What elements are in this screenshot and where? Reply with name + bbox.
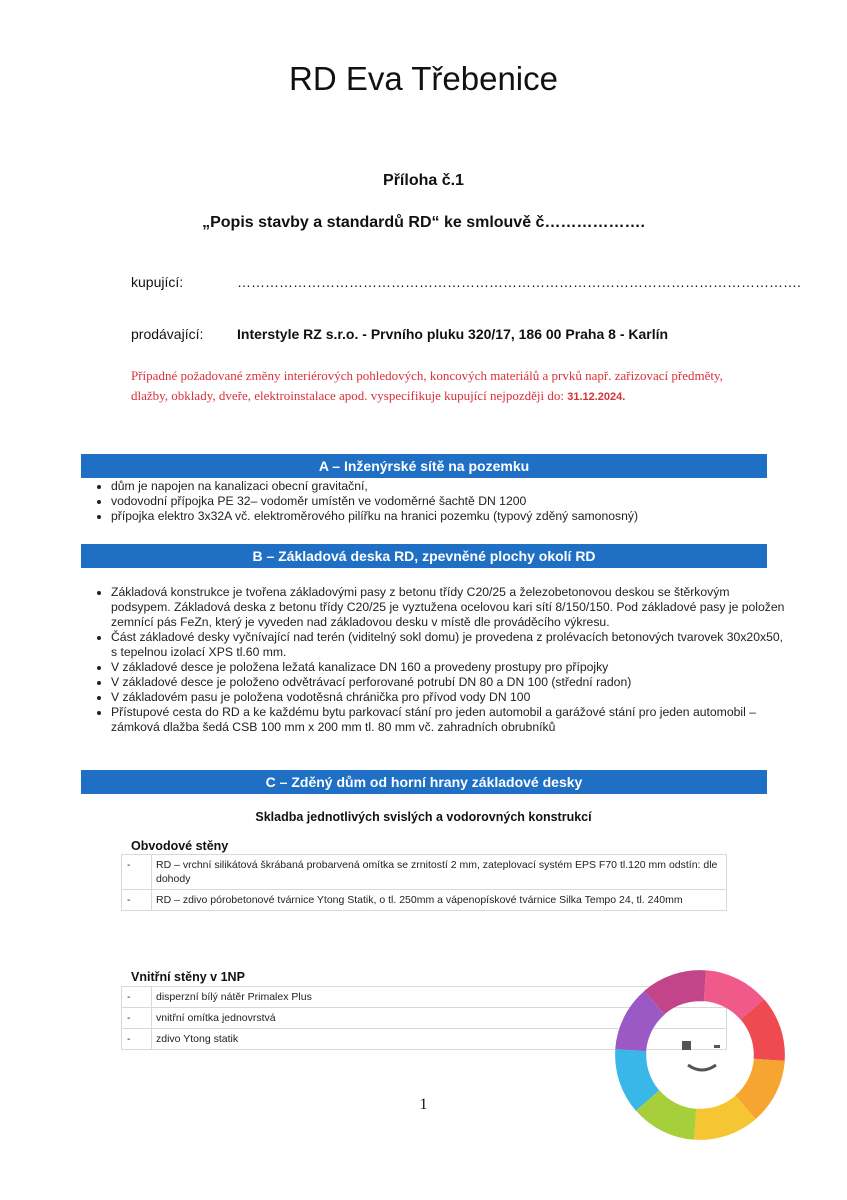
house-smile-logo-icon xyxy=(610,965,790,1145)
seller-label: prodávající: xyxy=(131,326,204,342)
notice-text: Případné požadované změny interiérových pohledových, koncových materiálů a prvků např. zařizovací předměty, dlažby, obklady, dveře, elektroinstalace apod. vyspecifikuje kupující nejpozději do: xyxy=(131,368,723,403)
change-notice xyxy=(131,366,751,407)
list-item: • V základovém pasu je položena vodotěsná chránička pro přívod vody DN 100 xyxy=(111,690,791,705)
row-text: RD – vrchní silikátová škrábaná probarvená omítka se zrnitostí 2 mm, zateplovací systém EPS F70 tl.120 mm odstín: dle dohody xyxy=(152,855,727,890)
list-item: • přípojka elektro 3x32A vč. elektroměrového pilířku na hranici pozemku (typový zděný samonosný) xyxy=(111,509,791,524)
page-number: 1 xyxy=(419,1096,428,1113)
list-item: • V základové desce je položeno odvětrávací perforované potrubí DN 80 a DN 100 (střední radon) xyxy=(111,675,791,690)
buyer-value: …………………………………………………………………………………………………………. xyxy=(237,274,801,290)
row-dash: - xyxy=(122,1008,152,1029)
row-text: disperzní bílý nátěr Primalex Plus xyxy=(152,987,727,1008)
table-row xyxy=(122,855,727,890)
buyer-row xyxy=(131,274,801,290)
list-item: • vodovodní přípojka PE 32– vodoměr umístěn ve vodoměrné šachtě DN 1200 xyxy=(111,494,791,509)
list-item: • Přístupové cesta do RD a ke každému bytu parkovací stání pro jeden automobil a garážové stání pro jeden automobil – zámková dlažba šedá CSB 100 mm x 200 mm tl. 80 mm vč. zahradních obrubníků xyxy=(111,705,791,735)
annex-heading: Příloha č.1 xyxy=(383,172,464,189)
list-item: • dům je napojen na kanalizaci obecní gravitační, xyxy=(111,479,791,494)
section-c-header: C – Zděný dům od horní hrany základové desky xyxy=(81,770,767,794)
row-text: RD – zdivo pórobetonové tvárnice Ytong Statik, o tl. 250mm a vápenopískové tvárnice Silka Tempo 24, tl. 240mm xyxy=(152,890,727,911)
section-a-list xyxy=(89,479,791,524)
section-a-header: A – Inženýrské sítě na pozemku xyxy=(81,454,767,478)
seller-row xyxy=(131,326,668,342)
section-b-list xyxy=(89,585,791,735)
row-dash: - xyxy=(122,987,152,1008)
outer-walls-heading: Obvodové stěny xyxy=(131,839,229,853)
notice-deadline: 31.12.2024. xyxy=(567,391,626,403)
section-b-header: B – Základová deska RD, zpevněné plochy okolí RD xyxy=(81,544,767,568)
document-subtitle: „Popis stavby a standardů RD“ ke smlouvě č………………. xyxy=(202,214,645,231)
outer-walls-table xyxy=(121,854,727,911)
inner-walls-heading: Vnitřní stěny v 1NP xyxy=(131,970,245,984)
row-text: zdivo Ytong statik xyxy=(152,1029,727,1050)
list-item: • Základová konstrukce je tvořena základovými pasy z betonu třídy C20/25 a železobetonovou deskou se štěrkovým podsypem. Základová deska z betonu třídy C20/25 je vyztužena ocelovou kari sítí 8/150/150. Pod základové pasy je položen zemnící pás FeZn, který je vyveden nad základovou desku v místě dle prováděcího výkresu. xyxy=(111,585,791,630)
row-dash: - xyxy=(122,855,152,890)
row-dash: - xyxy=(122,1029,152,1050)
list-item: • V základové desce je položena ležatá kanalizace DN 160 a provedeny prostupy pro přípojky xyxy=(111,660,791,675)
row-dash: - xyxy=(122,890,152,911)
layers-heading: Skladba jednotlivých svislých a vodorovných konstrukcí xyxy=(255,810,592,824)
list-item: • Část základové desky vyčnívající nad terén (viditelný sokl domu) je provedena z prolévacích betonových tvarovek 30x20x50, s tepelnou izolací XPS tl.60 mm. xyxy=(111,630,791,660)
seller-value: Interstyle RZ s.r.o. - Prvního pluku 320/17, 186 00 Praha 8 - Karlín xyxy=(237,326,669,342)
buyer-label: kupující: xyxy=(131,274,184,290)
row-text: vnitřní omítka jednovrstvá xyxy=(152,1008,727,1029)
table-row xyxy=(122,890,727,911)
document-title: RD Eva Třebenice xyxy=(288,60,558,97)
